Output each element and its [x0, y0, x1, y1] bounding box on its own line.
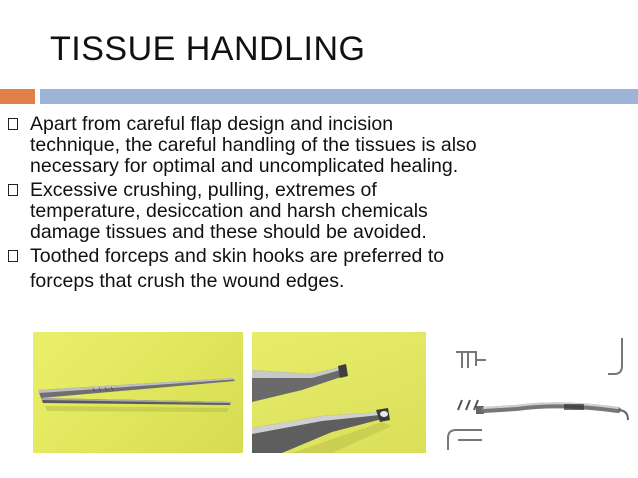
bullet-line: forceps that crush the wound edges. [30, 270, 345, 292]
accent-bar-blue [40, 89, 638, 104]
forceps-tips-photo [252, 332, 426, 453]
accent-bar-orange [0, 89, 35, 104]
bullet-line: technique, the careful handling of the tissues is also [30, 134, 477, 156]
skin-hooks-illustration [436, 330, 636, 454]
square-bullet-icon [8, 250, 18, 262]
square-bullet-icon [8, 184, 18, 196]
bullet-item [8, 180, 628, 243]
bullet-item [8, 114, 628, 177]
bullet-line: Apart from careful flap design and incision [30, 113, 394, 135]
bullet-line: Toothed forceps and skin hooks are preferred to [30, 245, 445, 267]
square-bullet-icon [8, 118, 18, 130]
bullet-line: Excessive crushing, pulling, extremes of [30, 179, 377, 201]
bullet-line: damage tissues and these should be avoided. [30, 221, 427, 243]
bullet-list [8, 114, 628, 295]
bullet-line: necessary for optimal and uncomplicated healing. [30, 155, 459, 177]
bullet-item [8, 246, 628, 292]
slide-title: TISSUE HANDLING [50, 30, 366, 68]
forceps-photo [33, 332, 243, 453]
bullet-line: temperature, desiccation and harsh chemicals [30, 200, 428, 222]
